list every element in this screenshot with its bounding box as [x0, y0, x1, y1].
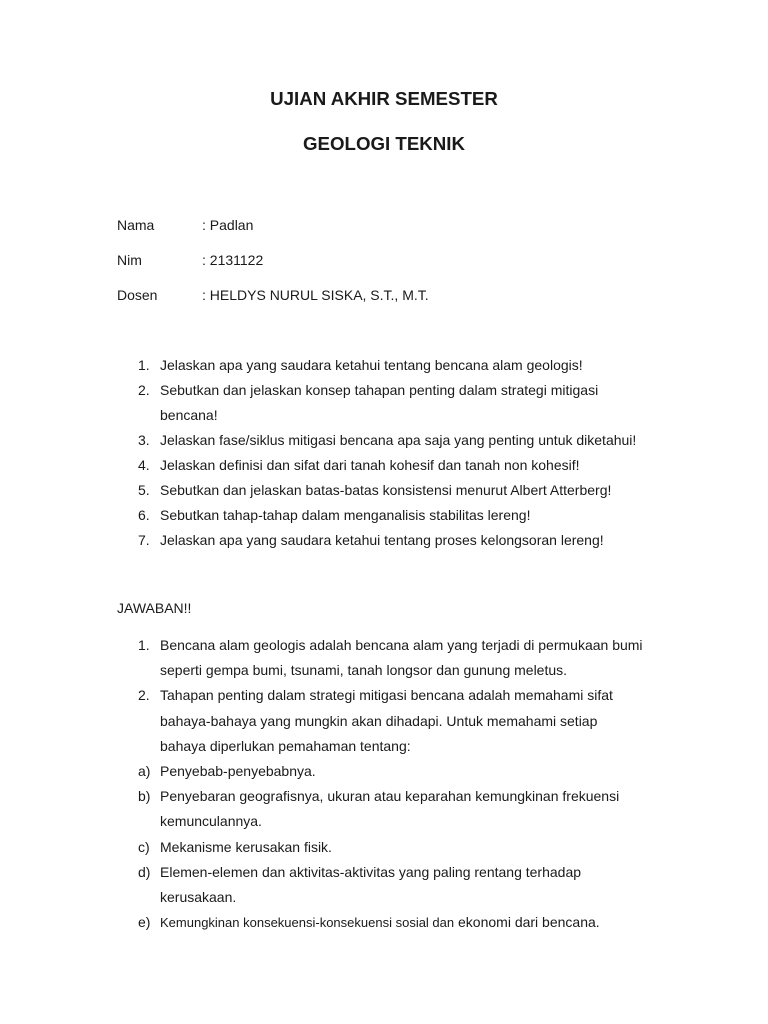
item-line: Elemen-elemen dan aktivitas-aktivitas yang paling rentang terhadap	[160, 863, 582, 880]
item-line: kemunculannya.	[160, 813, 262, 830]
item-number: e)	[138, 914, 151, 931]
question-item	[138, 528, 636, 553]
item-number: 4.	[138, 457, 150, 473]
document-subtitle: GEOLOGI TEKNIK	[303, 133, 465, 154]
item-number: 3.	[138, 432, 150, 448]
item-line: Jelaskan definisi dan sifat dari tanah kohesif dan tanah non kohesif!	[160, 457, 580, 473]
item-line: Mekanisme kerusakan fisik.	[160, 838, 332, 855]
item-line: Bencana alam geologis adalah bencana alam yang terjadi di permukaan bumi	[160, 637, 643, 653]
item-number: c)	[138, 838, 150, 855]
item-number: 6.	[138, 507, 150, 523]
question-item	[138, 503, 636, 528]
info-label: Nim	[117, 252, 142, 268]
item-number: 7.	[138, 532, 150, 548]
item-number: a)	[138, 763, 151, 780]
item-line: Sebutkan tahap-tahap dalam menganalisis stabilitas lereng!	[160, 507, 531, 523]
info-value: : Padlan	[202, 217, 254, 233]
item-number: 1.	[138, 637, 150, 653]
item-number: 2.	[138, 382, 150, 398]
item-number: 2.	[138, 687, 150, 704]
item-line	[160, 910, 643, 935]
answers-heading: JAWABAN!!	[117, 600, 192, 616]
item-line: bahaya diperlukan pemahaman tentang:	[160, 737, 411, 754]
item-line: Sebutkan dan jelaskan batas-batas konsistensi menurut Albert Atterberg!	[160, 482, 612, 498]
item-line: bencana!	[160, 407, 218, 423]
item-number: b)	[138, 788, 151, 805]
answer-list	[138, 633, 643, 935]
question-item	[138, 353, 636, 378]
question-item	[138, 378, 636, 428]
item-line: Sebutkan dan jelaskan konsep tahapan penting dalam strategi mitigasi	[160, 382, 599, 398]
question-item	[138, 428, 636, 453]
item-line-segment: ekonomi dari bencana.	[458, 914, 600, 931]
info-label: Nama	[117, 217, 155, 233]
info-value: : 2131122	[202, 252, 264, 268]
info-value: : HELDYS NURUL SISKA, S.T., M.T.	[202, 287, 429, 303]
item-line: Penyebaran geografisnya, ukuran atau keparahan kemungkinan frekuensi	[160, 788, 620, 805]
question-item	[138, 478, 636, 503]
item-line: Penyebab-penyebabnya.	[160, 763, 316, 780]
answer-item	[138, 860, 643, 910]
item-line-segment: Kemungkinan konsekuensi-konsekuensi sosial dan	[160, 915, 455, 931]
item-number: d)	[138, 863, 151, 880]
item-line: seperti gempa bumi, tsunami, tanah longsor dan gunung meletus.	[160, 662, 568, 679]
item-line: kerusakaan.	[160, 889, 237, 906]
document-title: UJIAN AKHIR SEMESTER	[270, 88, 498, 109]
answer-item	[138, 759, 643, 784]
answer-item	[138, 835, 643, 860]
answer-item	[138, 683, 643, 759]
info-label: Dosen	[117, 287, 158, 303]
question-list	[138, 353, 636, 553]
item-number: 5.	[138, 482, 150, 498]
item-line: Jelaskan apa yang saudara ketahui tentang bencana alam geologis!	[160, 357, 583, 373]
item-line: bahaya-bahaya yang mungkin akan dihadapi. Untuk memahami setiap	[160, 712, 598, 729]
item-line: Tahapan penting dalam strategi mitigasi bencana adalah memahami sifat	[160, 687, 613, 704]
answer-item	[138, 910, 643, 935]
answer-item	[138, 784, 643, 834]
item-line: Jelaskan apa yang saudara ketahui tentang proses kelongsoran lereng!	[160, 532, 604, 548]
question-item	[138, 453, 636, 478]
item-line: Jelaskan fase/siklus mitigasi bencana apa saja yang penting untuk diketahui!	[160, 432, 637, 448]
item-number: 1.	[138, 357, 150, 373]
answer-item	[138, 633, 643, 683]
